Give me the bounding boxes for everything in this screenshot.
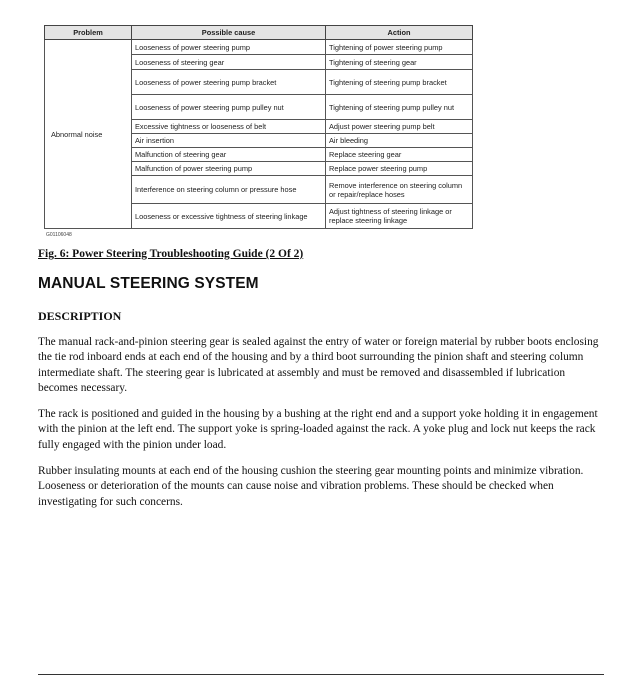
paragraph: The manual rack-and-pinion steering gear is sealed against the entry of water or foreign material by rubber boots enclosing the tie rod inboard ends at each end of the housing and by a third boot surrounding the pinion shaft and steering column intermediate shaft. The steering gear is lubricated at assembly and must be removed and disassembled if lubrication becomes necessary. (38, 336, 599, 394)
cause-cell: Excessive tightness or looseness of belt (132, 120, 326, 134)
cause-cell: Looseness of power steering pump (132, 40, 326, 55)
cause-cell: Malfunction of steering gear (132, 148, 326, 162)
header-action: Action (326, 26, 473, 40)
action-cell: Adjust power steering pump belt (326, 120, 473, 134)
figure-id: G01106048 (46, 232, 72, 238)
page-divider (38, 674, 604, 675)
action-cell: Replace power steering pump (326, 162, 473, 176)
problem-cell: Abnormal noise (45, 40, 132, 229)
cause-cell: Looseness or excessive tightness of steering linkage (132, 204, 326, 229)
action-cell: Tightening of power steering pump (326, 40, 473, 55)
cause-cell: Malfunction of power steering pump (132, 162, 326, 176)
figure-caption: Fig. 6: Power Steering Troubleshooting Guide (2 Of 2) (38, 248, 304, 260)
header-problem: Problem (45, 26, 132, 40)
table-header-row (45, 26, 473, 40)
cause-cell: Looseness of power steering pump bracket (132, 70, 326, 95)
table-row (45, 40, 473, 55)
cause-cell: Looseness of power steering pump pulley nut (132, 95, 326, 120)
subsection-heading: DESCRIPTION (38, 309, 122, 323)
troubleshooting-figure (44, 25, 472, 238)
paragraph: Rubber insulating mounts at each end of the housing cushion the steering gear mounting points and minimize vibration. Looseness or deterioration of the mounts can cause noise and vibration problems. These should be checked when investigating for such concerns. (38, 465, 584, 508)
troubleshooting-table (44, 25, 473, 229)
action-cell: Tightening of steering gear (326, 55, 473, 70)
action-cell: Adjust tightness of steering linkage or replace steering linkage (326, 204, 473, 229)
section-heading: MANUAL STEERING SYSTEM (38, 275, 259, 292)
action-cell: Tightening of steering pump pulley nut (326, 95, 473, 120)
paragraph: The rack is positioned and guided in the housing by a bushing at the right end and a support yoke holding it in engagement with the pinion at the left end. The support yoke is spring-loaded against the rack. A yoke plug and lock nut keeps the rack fully engaged with the pinion under load. (38, 408, 598, 451)
cause-cell: Air insertion (132, 134, 326, 148)
action-cell: Air bleeding (326, 134, 473, 148)
header-possible-cause: Possible cause (132, 26, 326, 40)
action-cell: Remove interference on steering column or repair/replace hoses (326, 176, 473, 204)
action-cell: Replace steering gear (326, 148, 473, 162)
action-cell: Tightening of steering pump bracket (326, 70, 473, 95)
cause-cell: Looseness of steering gear (132, 55, 326, 70)
cause-cell: Interference on steering column or pressure hose (132, 176, 326, 204)
